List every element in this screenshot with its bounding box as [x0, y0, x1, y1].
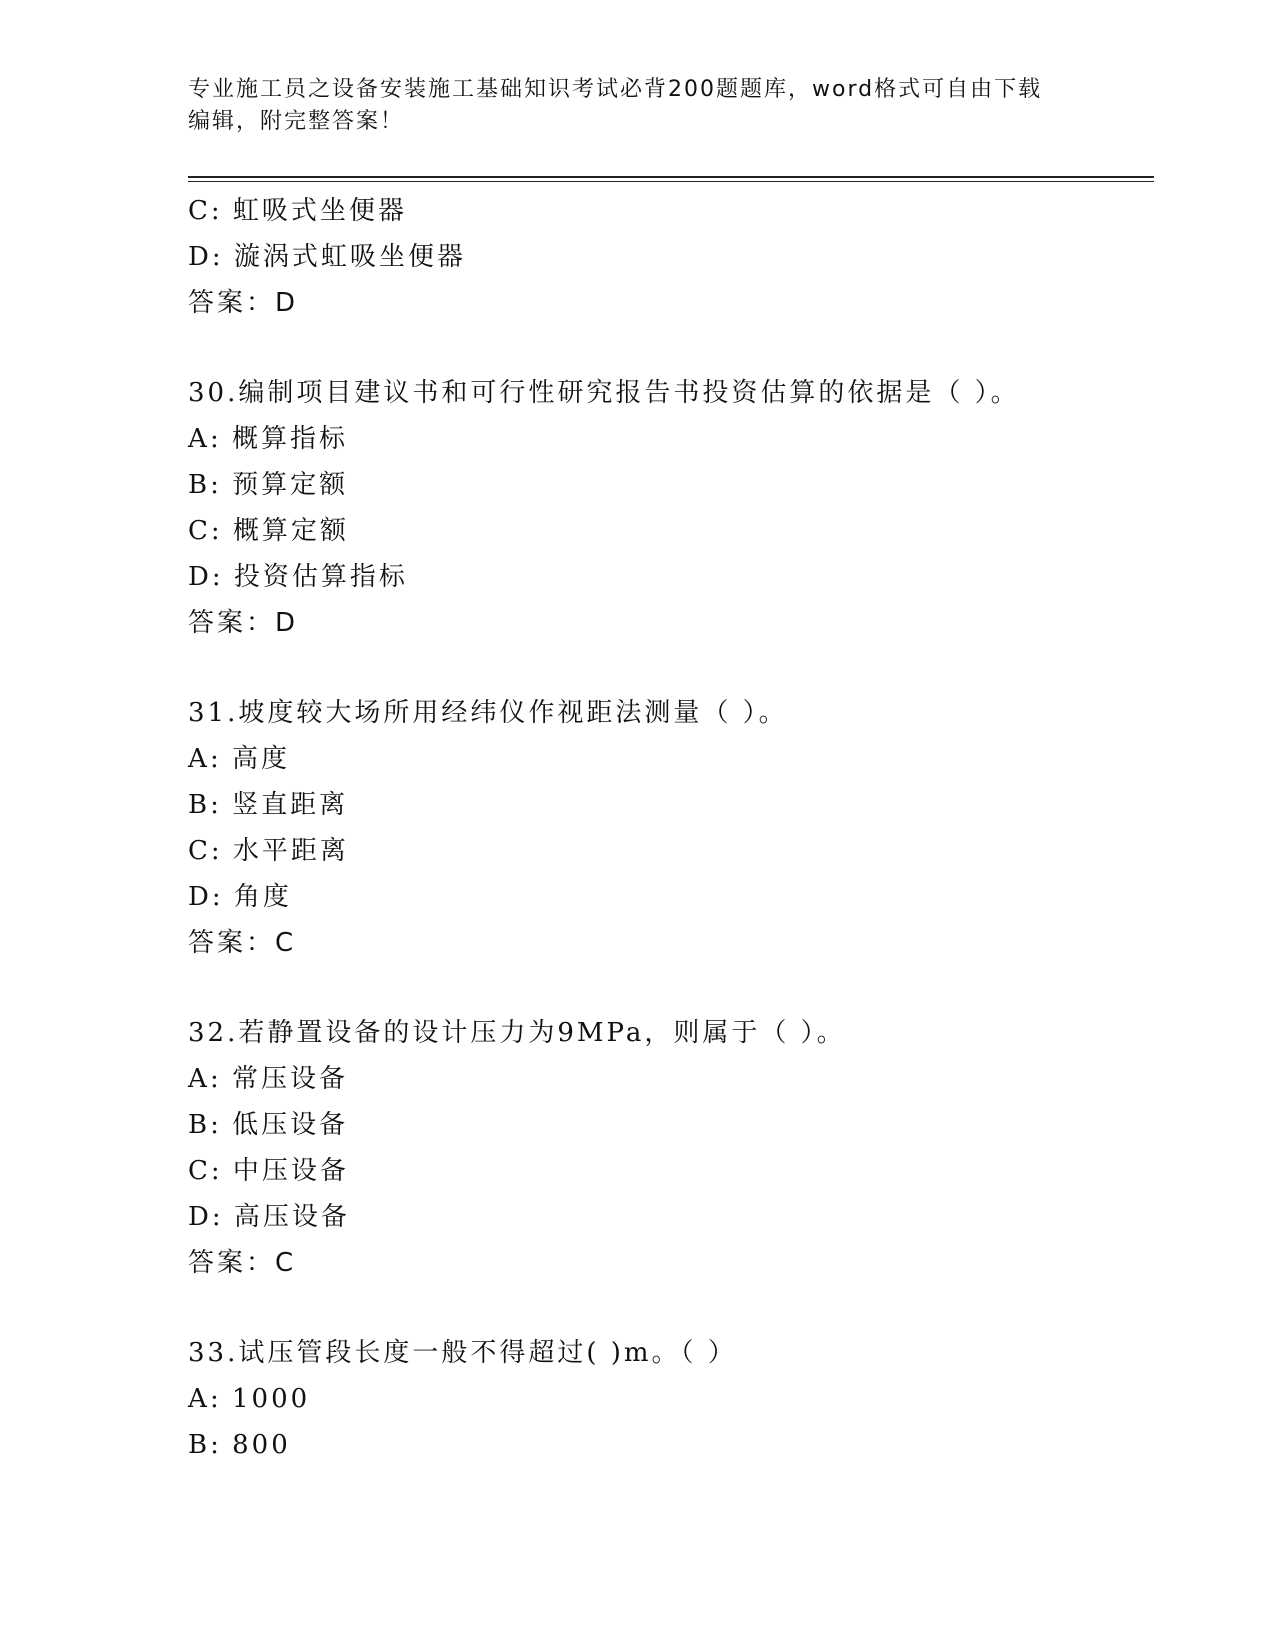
- option-text: 低压设备: [232, 1110, 349, 1140]
- header-line-1: 专业施工员之设备安装施工基础知识考试必背200题题库，word格式可自由下载: [188, 77, 1043, 102]
- option-separator: :: [210, 1064, 222, 1094]
- answer-line: [188, 600, 1148, 646]
- option-d: [188, 1194, 1148, 1240]
- option-b: [188, 1422, 1148, 1468]
- header-rule-thick: [188, 176, 1154, 178]
- option-c: [188, 508, 1148, 554]
- answer-line: [188, 920, 1148, 966]
- option-text: 概算指标: [232, 424, 349, 454]
- option-letter: C: [188, 516, 211, 546]
- option-letter: A: [188, 1064, 210, 1094]
- answer-label: 答案：: [188, 1248, 276, 1278]
- option-letter: C: [188, 1156, 211, 1186]
- question-list: [188, 188, 1148, 1468]
- header-rule-thin: [188, 181, 1154, 182]
- option-text: 虹吸式坐便器: [232, 196, 407, 226]
- option-text: 投资估算指标: [233, 562, 408, 592]
- option-c: [188, 1148, 1148, 1194]
- answer-label: 答案：: [188, 928, 276, 958]
- question-block: [188, 188, 1148, 326]
- option-a: [188, 1056, 1148, 1102]
- option-separator: :: [210, 1110, 222, 1140]
- block-gap: [188, 326, 1148, 370]
- option-separator: :: [210, 424, 222, 454]
- option-text: 预算定额: [232, 470, 349, 500]
- option-b: [188, 1102, 1148, 1148]
- option-letter: D: [188, 562, 212, 592]
- answer-value: D: [275, 288, 299, 318]
- option-separator: :: [211, 882, 224, 912]
- option-text: 中压设备: [232, 1156, 349, 1186]
- option-letter: A: [188, 1384, 210, 1414]
- block-gap: [188, 646, 1148, 690]
- option-d: [188, 554, 1148, 600]
- option-separator: :: [210, 470, 222, 500]
- option-text: 概算定额: [232, 516, 349, 546]
- option-a: [188, 736, 1148, 782]
- question-block: [188, 1330, 1148, 1468]
- option-d: [188, 234, 1148, 280]
- question-block: [188, 370, 1148, 646]
- answer-line: [188, 280, 1148, 326]
- answer-value: D: [275, 608, 299, 638]
- option-letter: A: [188, 744, 210, 774]
- option-text: 800: [232, 1430, 291, 1460]
- document-header: [188, 74, 1088, 138]
- option-separator: :: [211, 1202, 224, 1232]
- option-letter: B: [188, 1110, 211, 1140]
- question-text: 30.编制项目建议书和可行性研究报告书投资估算的依据是（ ）。: [188, 378, 1020, 408]
- answer-label: 答案：: [188, 288, 276, 318]
- option-text: 1000: [232, 1384, 311, 1414]
- option-separator: :: [211, 242, 224, 272]
- question-block: [188, 1010, 1148, 1286]
- option-text: 角度: [233, 882, 292, 912]
- option-separator: :: [210, 1430, 222, 1460]
- answer-line: [188, 1240, 1148, 1286]
- option-text: 高度: [232, 744, 291, 774]
- block-gap: [188, 1286, 1148, 1330]
- answer-value: C: [275, 928, 297, 958]
- option-letter: D: [188, 242, 212, 272]
- option-text: 高压设备: [233, 1202, 350, 1232]
- answer-value: C: [275, 1248, 297, 1278]
- option-letter: D: [188, 1202, 212, 1232]
- option-letter: B: [188, 790, 211, 820]
- option-separator: :: [210, 836, 223, 866]
- option-a: [188, 1376, 1148, 1422]
- option-text: 常压设备: [232, 1064, 349, 1094]
- option-separator: :: [210, 1384, 222, 1414]
- question-text: 32.若静置设备的设计压力为9MPa，则属于（ ）。: [188, 1018, 846, 1048]
- option-letter: D: [188, 882, 212, 912]
- option-separator: :: [210, 744, 222, 774]
- header-line-2: 编辑，附完整答案！: [188, 109, 405, 134]
- option-b: [188, 782, 1148, 828]
- option-letter: C: [188, 196, 211, 226]
- question-text: 31.坡度较大场所用经纬仪作视距法测量（ ）。: [188, 698, 788, 728]
- option-d: [188, 874, 1148, 920]
- option-text: 竖直距离: [232, 790, 349, 820]
- option-b: [188, 462, 1148, 508]
- answer-label: 答案：: [188, 608, 276, 638]
- block-gap: [188, 966, 1148, 1010]
- option-separator: :: [210, 196, 223, 226]
- option-a: [188, 416, 1148, 462]
- option-text: 水平距离: [232, 836, 349, 866]
- question-block: [188, 690, 1148, 966]
- option-c: [188, 188, 1148, 234]
- option-letter: B: [188, 470, 211, 500]
- option-c: [188, 828, 1148, 874]
- option-text: 漩涡式虹吸坐便器: [233, 242, 466, 272]
- option-separator: :: [210, 790, 222, 820]
- option-letter: C: [188, 836, 211, 866]
- question-text: 33.试压管段长度一般不得超过( )m。（ ）: [188, 1338, 737, 1368]
- option-separator: :: [210, 516, 223, 546]
- option-letter: B: [188, 1430, 211, 1460]
- option-separator: :: [210, 1156, 223, 1186]
- option-letter: A: [188, 424, 210, 454]
- option-separator: :: [211, 562, 224, 592]
